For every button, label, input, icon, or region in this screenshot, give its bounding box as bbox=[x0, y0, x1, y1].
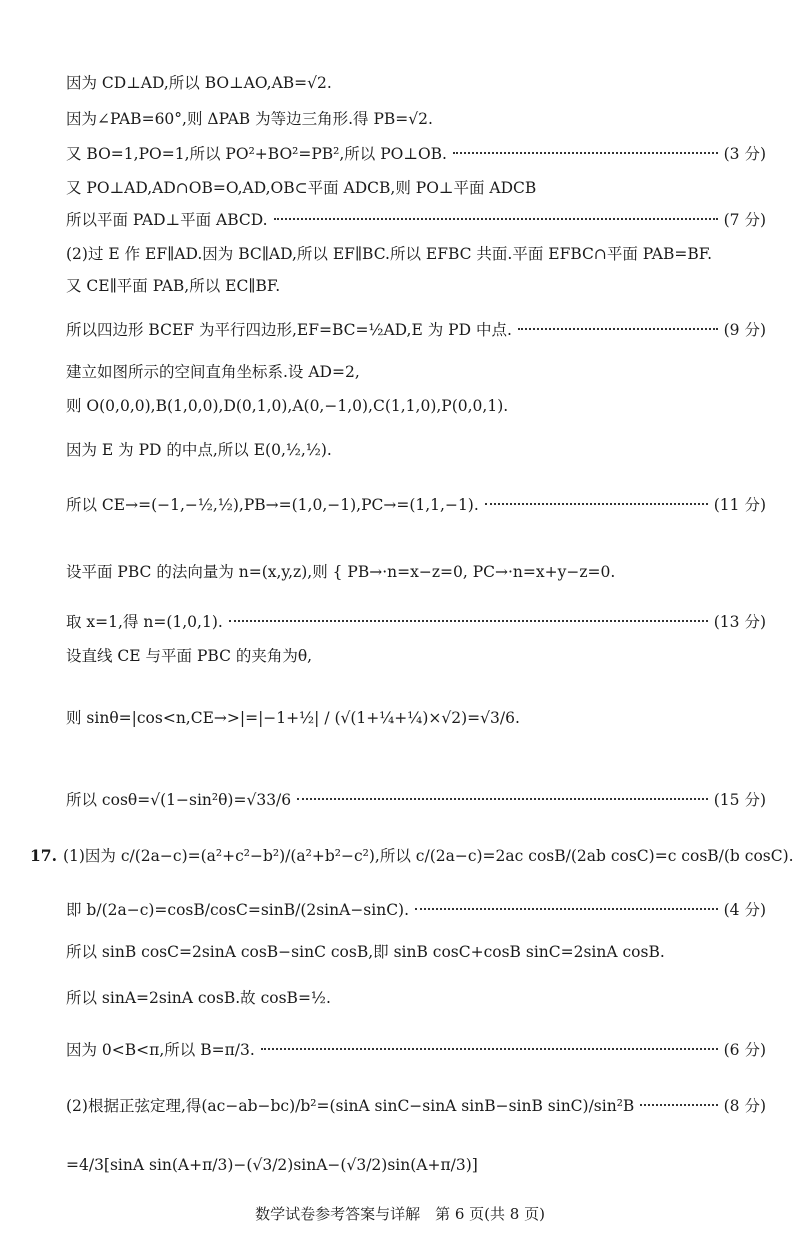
score-mark: (8 分) bbox=[723, 1097, 766, 1115]
solution-line: 因为 E 为 PD 的中点,所以 E(0,½,½). bbox=[66, 441, 332, 459]
solution-line: 又 BO=1,PO=1,所以 PO²+BO²=PB²,所以 PO⊥OB. (3 分) bbox=[66, 145, 766, 163]
solution-line: 设平面 PBC 的法向量为 n=(x,y,z),则 { PB→·n=x−z=0, PC→·n=x+y−z=0. bbox=[66, 563, 616, 581]
solution-line: 因为 CD⊥AD,所以 BO⊥AO,AB=√2. bbox=[66, 74, 332, 92]
solution-line: 则 sinθ=|cos<n,CE→>|=|−1+½| / (√(1+¼+¼)×√2)=√3/6. bbox=[66, 709, 520, 727]
page-footer: 数学试卷参考答案与详解 第 6 页(共 8 页) bbox=[255, 1205, 545, 1223]
score-mark: (4 分) bbox=[723, 901, 766, 919]
solution-line: 设直线 CE 与平面 PBC 的夹角为θ, bbox=[66, 647, 313, 665]
score-mark: (13 分) bbox=[713, 613, 766, 631]
leader-dots bbox=[518, 328, 718, 330]
solution-line: 因为 0<B<π,所以 B=π/3. (6 分) bbox=[66, 1041, 766, 1059]
score-mark: (7 分) bbox=[723, 211, 766, 229]
leader-dots bbox=[415, 908, 718, 910]
solution-line: (2)根据正弦定理,得(ac−ab−bc)/b²=(sinA sinC−sinA sinB−sinB sinC)/sin²B (8 分) bbox=[66, 1097, 766, 1115]
solution-line: 建立如图所示的空间直角坐标系.设 AD=2, bbox=[66, 363, 360, 381]
solution-line: (2)过 E 作 EF∥AD.因为 BC∥AD,所以 EF∥BC.所以 EFBC 共面.平面 EFBC∩平面 PAB=BF. bbox=[66, 245, 713, 263]
solution-line: 所以四边形 BCEF 为平行四边形,EF=BC=½AD,E 为 PD 中点. (9 分) bbox=[66, 321, 766, 339]
solution-line: 即 b/(2a−c)=cosB/cosC=sinB/(2sinA−sinC). (4 分) bbox=[66, 901, 766, 919]
leader-dots bbox=[453, 152, 718, 154]
solution-line: 又 PO⊥AD,AD∩OB=O,AD,OB⊂平面 ADCB,则 PO⊥平面 ADCB bbox=[66, 179, 537, 197]
solution-line: 所以 sinA=2sinA cosB.故 cosB=½. bbox=[66, 989, 331, 1007]
score-mark: (3 分) bbox=[723, 145, 766, 163]
solution-line: =4/3[sinA sin(A+π/3)−(√3/2)sinA−(√3/2)sin(A+π/3)] bbox=[66, 1156, 478, 1174]
leader-dots bbox=[229, 620, 708, 622]
question-number: 17. bbox=[30, 846, 57, 865]
solution-line: 则 O(0,0,0),B(1,0,0),D(0,1,0),A(0,−1,0),C(1,1,0),P(0,0,1). bbox=[66, 397, 509, 415]
score-mark: (9 分) bbox=[723, 321, 766, 339]
solution-line: 又 CE∥平面 PAB,所以 EC∥BF. bbox=[66, 277, 281, 295]
leader-dots bbox=[640, 1104, 717, 1106]
solution-line: 所以 sinB cosC=2sinA cosB−sinC cosB,即 sinB cosC+cosB sinC=2sinA cosB. bbox=[66, 943, 665, 961]
solution-line: 17. (1)因为 c/(2a−c)=(a²+c²−b²)/(a²+b²−c²),所以 c/(2a−c)=2ac cosB/(2ab cosC)=c cosB/(b cosC). bbox=[30, 846, 794, 865]
leader-dots bbox=[274, 218, 718, 220]
solution-line: 因为∠PAB=60°,则 ΔPAB 为等边三角形.得 PB=√2. bbox=[66, 110, 433, 128]
solution-line: 所以平面 PAD⊥平面 ABCD. (7 分) bbox=[66, 211, 766, 229]
leader-dots bbox=[261, 1048, 718, 1050]
solution-line: 所以 CE→=(−1,−½,½),PB→=(1,0,−1),PC→=(1,1,−1). (11 分) bbox=[66, 496, 766, 514]
leader-dots bbox=[297, 798, 708, 800]
solution-line: 所以 cosθ=√(1−sin²θ)=√33/6 (15 分) bbox=[66, 791, 766, 809]
solution-line: 取 x=1,得 n=(1,0,1). (13 分) bbox=[66, 613, 766, 631]
score-mark: (6 分) bbox=[723, 1041, 766, 1059]
score-mark: (11 分) bbox=[713, 496, 766, 514]
score-mark: (15 分) bbox=[713, 791, 766, 809]
leader-dots bbox=[485, 503, 708, 505]
